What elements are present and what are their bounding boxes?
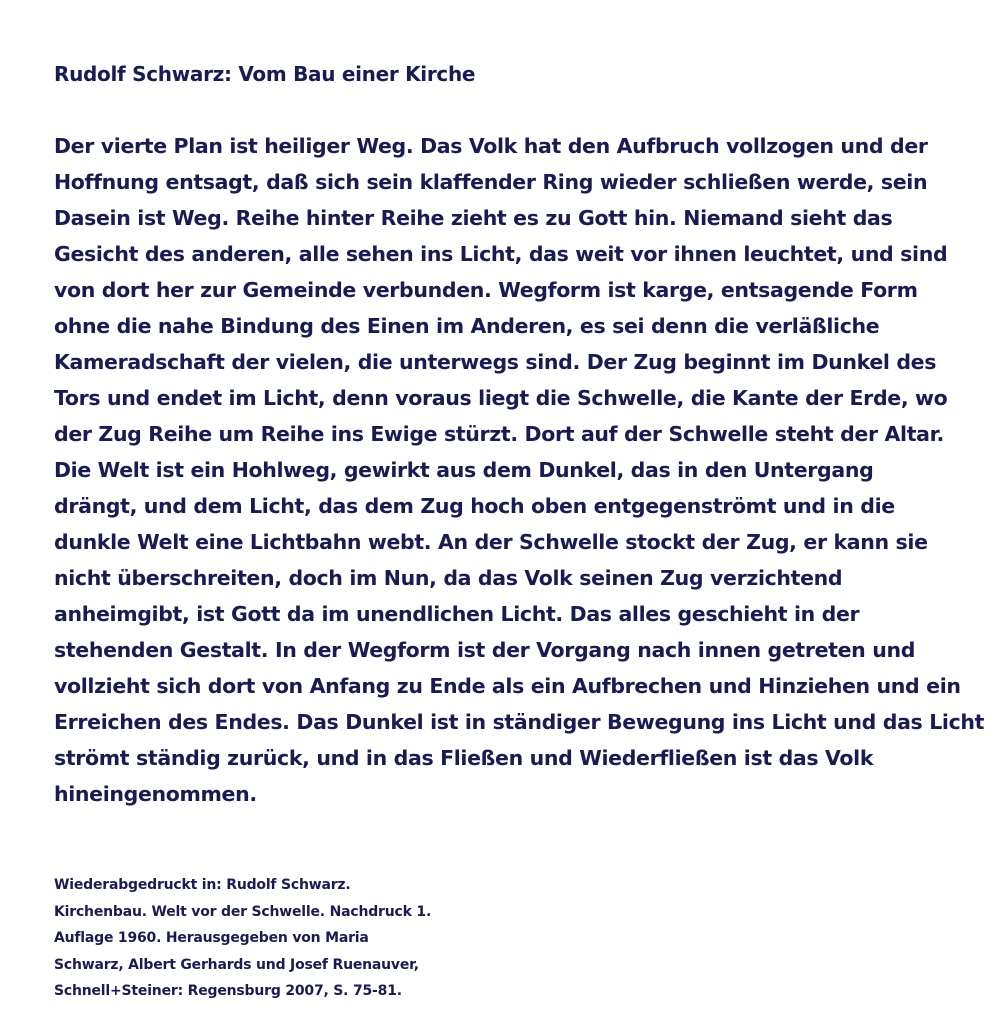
body-line: Dasein ist Weg. Reihe hinter Reihe zieht es zu Gott hin. Niemand sieht das <box>54 206 893 230</box>
document-title: Rudolf Schwarz: Vom Bau einer Kirche <box>54 62 476 86</box>
citation-line: Auflage 1960. Herausgegeben von Maria <box>54 930 369 946</box>
body-line: strömt ständig zurück, und in das Fließen und Wiederfließen ist das Volk <box>54 746 874 770</box>
body-line: Tors und endet im Licht, denn voraus liegt die Schwelle, die Kante der Erde, wo <box>54 386 948 410</box>
citation-line: Schnell+Steiner: Regensburg 2007, S. 75-81. <box>54 983 402 999</box>
body-line: nicht überschreiten, doch im Nun, da das Volk seinen Zug verzichtend <box>54 566 843 590</box>
citation-line: Schwarz, Albert Gerhards und Josef Ruenauver, <box>54 956 419 973</box>
body-line: anheimgibt, ist Gott da im unendlichen Licht. Das alles geschieht in der <box>54 602 860 626</box>
source-citation <box>54 872 431 1005</box>
body-line: Die Welt ist ein Hohlweg, gewirkt aus dem Dunkel, das in den Untergang <box>54 458 874 482</box>
body-line: hineingenommen. <box>54 782 257 806</box>
body-line: vollzieht sich dort von Anfang zu Ende als ein Aufbrechen und Hinziehen und ein <box>54 674 961 698</box>
body-paragraph <box>54 128 984 812</box>
body-line: von dort her zur Gemeinde verbunden. Wegform ist karge, entsagende Form <box>54 278 918 302</box>
body-line: ohne die nahe Bindung des Einen im Anderen, es sei denn die verläßliche <box>54 314 880 338</box>
body-line: stehenden Gestalt. In der Wegform ist der Vorgang nach innen getreten und <box>54 638 916 662</box>
body-line: der Zug Reihe um Reihe ins Ewige stürzt. Dort auf der Schwelle steht der Altar. <box>54 422 944 446</box>
body-line: drängt, und dem Licht, das dem Zug hoch oben entgegenströmt und in die <box>54 494 895 518</box>
body-line: Kameradschaft der vielen, die unterwegs sind. Der Zug beginnt im Dunkel des <box>54 350 937 374</box>
citation-line: Kirchenbau. Welt vor der Schwelle. Nachdruck 1. <box>54 903 432 920</box>
body-line: Der vierte Plan ist heiliger Weg. Das Volk hat den Aufbruch vollzogen und der <box>54 134 928 158</box>
body-line: dunkle Welt eine Lichtbahn webt. An der Schwelle stockt der Zug, er kann sie <box>54 530 928 554</box>
body-line: Hoffnung entsagt, daß sich sein klaffender Ring wieder schließen werde, sein <box>54 170 928 194</box>
body-line: Gesicht des anderen, alle sehen ins Licht, das weit vor ihnen leuchtet, und sind <box>54 242 948 266</box>
citation-line: Wiederabgedruckt in: Rudolf Schwarz. <box>54 877 351 893</box>
body-line: Erreichen des Endes. Das Dunkel ist in ständiger Bewegung ins Licht und das Licht <box>54 710 985 734</box>
